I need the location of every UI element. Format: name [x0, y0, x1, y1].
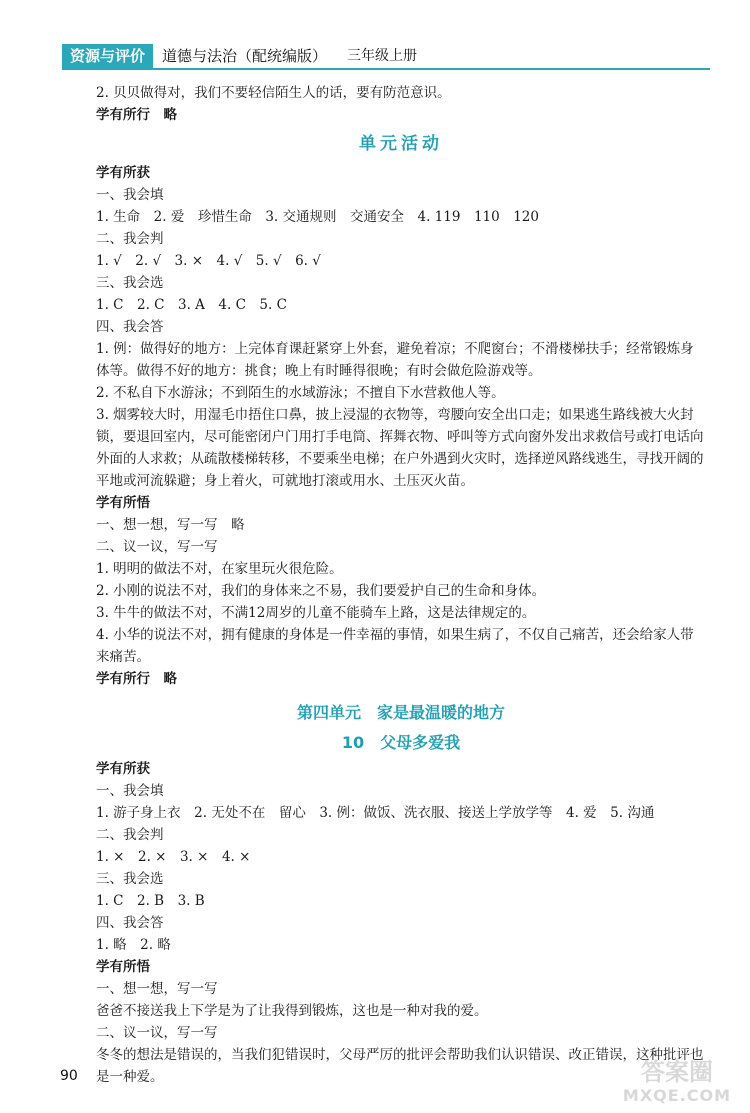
text-paragraph: 冬冬的想法是错误的，当我们犯错误时，父母严厉的批评会帮助我们认识错误、改正错误，这种批评也是一种爱。	[96, 1047, 704, 1085]
text-line: 一、我会填	[96, 783, 164, 799]
text-line: 1. 生命 2. 爱 珍惜生命 3. 交通规则 交通安全 4. 119 110 120	[96, 209, 539, 225]
text-line: 一、我会填	[96, 187, 164, 203]
text-line: 1. 明明的做法不对，在家里玩火很危险。	[96, 561, 343, 577]
text-line: 1. × 2. × 3. × 4. ×	[96, 849, 251, 865]
text-line: 二、我会判	[96, 231, 164, 247]
text-line: 爸爸不接送我上下学是为了让我得到锻炼，这也是一种对我的爱。	[96, 1003, 488, 1019]
text-line: 四、我会答	[96, 319, 164, 335]
page-header	[62, 44, 710, 70]
answer-content	[96, 82, 706, 1088]
section-heading: 学有所行 略	[96, 671, 177, 687]
watermark-url: MXQE.COM	[622, 1086, 732, 1105]
text-line: 三、我会选	[96, 871, 164, 887]
section-heading: 学有所悟	[96, 495, 150, 511]
text-line: 二、议一议，写一写	[96, 539, 218, 555]
text-line: 二、议一议，写一写	[96, 1025, 218, 1041]
page-number: 90	[60, 1068, 78, 1084]
text-paragraph: 3. 烟雾较大时，用湿毛巾捂住口鼻，披上浸湿的衣物等，弯腰向安全出口走；如果逃生路线被大火封锁，要退回室内，尽可能密闭户门用打手电筒、挥舞衣物、呼叫等方式向窗外发出求救信号或打电话向外面的人求救；从疏散楼梯转移，不要乘坐电梯；在户外遇到火灾时，选择逆风路线逃生，寻找开阔的平地或河流躲避；身上着火，可就地打滚或用水、土压灭火苗。	[96, 407, 704, 489]
text-line: 1. √ 2. √ 3. × 4. √ 5. √ 6. √	[96, 253, 321, 269]
section-heading: 学有所获	[96, 761, 150, 777]
watermark-logo	[612, 1058, 742, 1110]
text-line: 1. C 2. B 3. B	[96, 893, 205, 909]
section-heading: 学有所行 略	[96, 107, 177, 123]
section-heading: 学有所悟	[96, 959, 150, 975]
text-line: 3. 牛牛的做法不对，不满12周岁的儿童不能骑车上路，这是法律规定的。	[96, 605, 536, 621]
text-line: 2. 不私自下水游泳；不到陌生的水域游泳；不擅自下水营救他人等。	[96, 385, 505, 401]
text-line: 1. 游子身上衣 2. 无处不在 留心 3. 例：做饭、洗衣服、接送上学放学等 4. 爱 5. 沟通	[96, 805, 655, 821]
watermark-text: 答案圈	[641, 1058, 713, 1086]
text-line: 1. C 2. C 3. A 4. C 5. C	[96, 297, 287, 313]
unit-activity-title: 单元活动	[359, 134, 443, 154]
text-line: 二、我会判	[96, 827, 164, 843]
text-line: 三、我会选	[96, 275, 164, 291]
text-line: 一、想一想，写一写	[96, 981, 218, 997]
section-heading: 学有所获	[96, 165, 150, 181]
text-paragraph: 4. 小华的说法不对，拥有健康的身体是一件幸福的事情，如果生病了，不仅自己痛苦，还会给家人带来痛苦。	[96, 627, 694, 665]
header-brand: 资源与评价	[62, 44, 153, 68]
text-paragraph: 1. 例：做得好的地方：上完体育课赶紧穿上外套，避免着凉；不爬窗台；不滑楼梯扶手；经常锻炼身体等。做得不好的地方：挑食；晚上有时睡得很晚；有时会做危险游戏等。	[96, 341, 694, 379]
text-line: 四、我会答	[96, 915, 164, 931]
header-grade: 三年级上册	[347, 48, 417, 64]
lesson-title: 10 父母多爱我	[341, 733, 461, 752]
text-line: 2. 小刚的说法不对，我们的身体来之不易，我们要爱护自己的生命和身体。	[96, 583, 546, 599]
header-subject: 道德与法治（配统编版）	[162, 47, 328, 65]
text-line: 1. 略 2. 略	[96, 937, 171, 953]
unit-title: 第四单元 家是最温暖的地方	[296, 703, 505, 722]
text-line: 2. 贝贝做得对，我们不要轻信陌生人的话，要有防范意识。	[96, 85, 451, 101]
text-line: 一、想一想，写一写 略	[96, 517, 245, 533]
